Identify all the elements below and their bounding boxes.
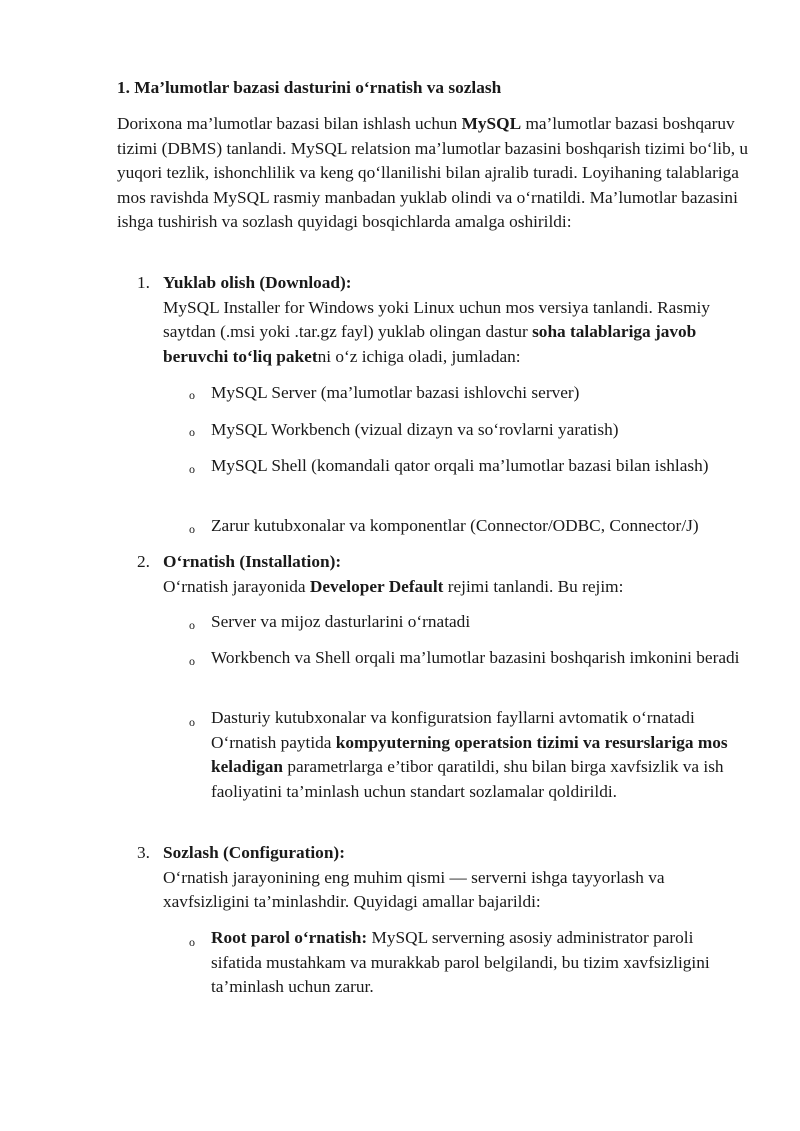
intro-paragraph bbox=[117, 112, 757, 235]
section-heading: 1. Ma’lumotlar bazasi dasturini o‘rnatish va sozlash bbox=[117, 78, 502, 97]
item-1-text-1: MySQL Installer for Windows yoki Linux uchun mos versiya tanlandi. Rasmiy saytdan (.msi yoki .tar.gz fayl) yuklab olingan dastur bbox=[163, 297, 710, 342]
list-number-2: 2. bbox=[137, 552, 150, 571]
item-1-bullet-2: MySQL Workbench (vizual dizayn va so‘rovlarni yaratish) bbox=[211, 420, 619, 439]
item-1-bullet-3: MySQL Shell (komandali qator orqali ma’lumotlar bazasi bilan ishlash) bbox=[211, 456, 709, 475]
bullet-marker: o bbox=[189, 425, 195, 439]
item-3-text: O‘rnatish jarayonining eng muhim qismi — serverni ishga tayyorlash va xavfsizligini ta’minlashdir. Quyidagi amallar bajarildi: bbox=[163, 867, 665, 912]
list-item-3 bbox=[163, 841, 723, 915]
bullet-marker: o bbox=[189, 462, 195, 476]
list-item-2 bbox=[163, 550, 763, 599]
item-1-bullet-4: Zarur kutubxonalar va komponentlar (Connector/ODBC, Connector/J) bbox=[211, 516, 699, 535]
intro-mysql: MySQL bbox=[461, 114, 522, 133]
item-3-title: Sozlash (Configuration): bbox=[163, 843, 345, 862]
item-2-bullet-3-bold: kompyuterning operatsion tizimi va resurslariga mos keladigan bbox=[211, 732, 728, 777]
list-number-3: 3. bbox=[137, 843, 150, 862]
item-2-bold: Developer Default bbox=[309, 576, 444, 596]
bullet-marker: o bbox=[189, 388, 195, 402]
bullet-marker: o bbox=[189, 715, 195, 729]
list-item-1 bbox=[163, 271, 763, 369]
list-number-1: 1. bbox=[137, 273, 150, 292]
item-2-bullet-3-text-1: Dasturiy kutubxonalar va konfiguratsion fayllarni avtomatik o‘rnatadi O‘rnatish paytida bbox=[211, 708, 695, 752]
item-3-bullet-1-text: MySQL serverning asosiy administrator paroli sifatida mustahkam va murakkab parol belgilandi, bu tizim xavfsizligini ta’minlash uchun zarur. bbox=[211, 928, 710, 997]
bullet-marker: o bbox=[189, 522, 195, 536]
item-1-text-2: ni o‘z ichiga oladi, jumladan: bbox=[317, 346, 521, 366]
item-1-bullet-1: MySQL Server (ma’lumotlar bazasi ishlovchi server) bbox=[211, 383, 580, 402]
item-2-bullet-3-text-2: parametrlarga e’tibor qaratildi, shu bilan birga xavfsizlik va ish faoliyatini ta’minlash uchun standart sozlamalar qoldirildi. bbox=[211, 757, 724, 801]
item-2-bullet-3 bbox=[211, 706, 746, 804]
item-2-bullet-1: Server va mijoz dasturlarini o‘rnatadi bbox=[211, 612, 471, 631]
item-2-text-2: rejimi tanlandi. Bu rejim: bbox=[443, 576, 624, 596]
item-3-bullet-1 bbox=[211, 926, 746, 1000]
item-1-bold: soha talablariga javob beruvchi to‘liq paket bbox=[163, 322, 697, 366]
bullet-marker: o bbox=[189, 935, 195, 949]
item-2-text-1: O‘rnatish jarayonida bbox=[163, 576, 310, 596]
intro-text-2: ma’lumotlar bazasi boshqaruv tizimi (DBMS) tanlandi. MySQL relatsion ma’lumotlar bazasini boshqarish tizimi bo‘lib, u yuqori tezlik, ishonchlilik va keng qo‘llanilishi bilan ajralib turadi. Loyihaning talablariga mos ravishda MySQL rasmiy manbadan yuklab olindi va o‘rnatildi. Ma’lumotlar bazasini ishga tushirish va sozlash quyidagi bosqichlarda amalga oshirildi: bbox=[117, 114, 748, 232]
bullet-marker: o bbox=[189, 654, 195, 668]
item-2-bullet-2: Workbench va Shell orqali ma’lumotlar bazasini boshqarish imkonini beradi bbox=[211, 648, 740, 667]
item-2-title: O‘rnatish (Installation): bbox=[163, 552, 342, 571]
item-1-title: Yuklab olish (Download): bbox=[163, 273, 352, 292]
bullet-marker: o bbox=[189, 618, 195, 632]
intro-text-1: Dorixona ma’lumotlar bazasi bilan ishlash uchun bbox=[117, 114, 462, 133]
item-3-bullet-1-bold: Root parol o‘rnatish: bbox=[211, 928, 368, 947]
